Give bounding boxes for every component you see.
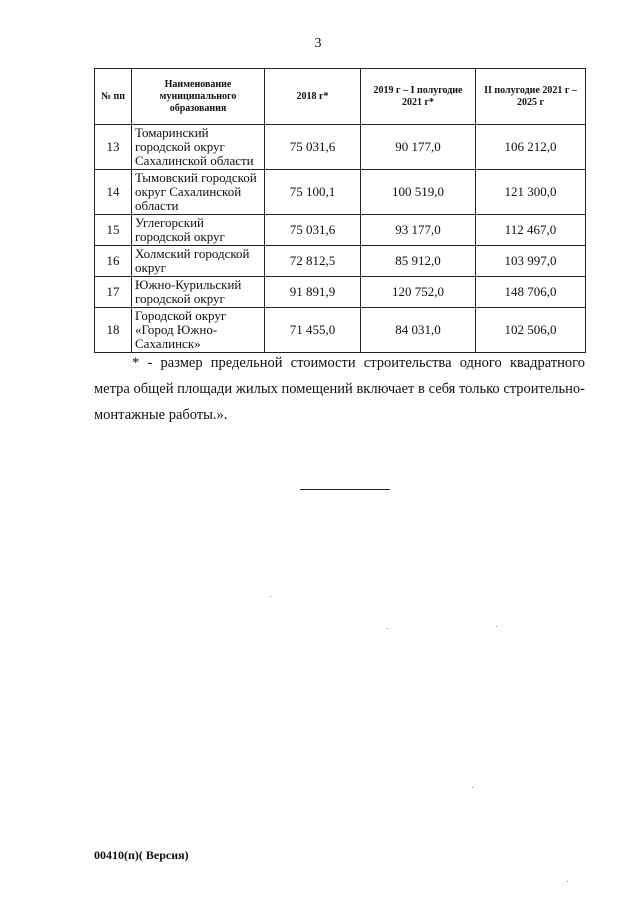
table-row: [95, 308, 586, 353]
scan-speck: [472, 787, 473, 788]
cost-table: [94, 68, 586, 353]
municipality-name: Городской округ «Город Южно-Сахалинск»: [132, 308, 265, 353]
value-2019-2021: 84 031,0: [361, 308, 476, 353]
header-number: № пп: [95, 69, 132, 125]
row-number: 17: [95, 277, 132, 308]
value-2019-2021: 85 912,0: [361, 246, 476, 277]
value-2018: 75 031,6: [265, 125, 361, 170]
value-2018: 91 891,9: [265, 277, 361, 308]
value-2018: 71 455,0: [265, 308, 361, 353]
value-2019-2021: 90 177,0: [361, 125, 476, 170]
value-2021-2025: 106 212,0: [476, 125, 586, 170]
row-number: 14: [95, 170, 132, 215]
value-2019-2021: 120 752,0: [361, 277, 476, 308]
value-2021-2025: 121 300,0: [476, 170, 586, 215]
document-code: 00410(п)( Версия): [94, 848, 189, 862]
value-2019-2021: 100 519,0: [361, 170, 476, 215]
row-number: 18: [95, 308, 132, 353]
scan-speck: [567, 881, 568, 882]
municipality-name: Углегорский городской округ: [132, 215, 265, 246]
value-2021-2025: 102 506,0: [476, 308, 586, 353]
table-row: [95, 215, 586, 246]
table-row: [95, 277, 586, 308]
value-2021-2025: 112 467,0: [476, 215, 586, 246]
row-number: 15: [95, 215, 132, 246]
table-header: [95, 69, 586, 125]
row-number: 13: [95, 125, 132, 170]
value-2021-2025: 148 706,0: [476, 277, 586, 308]
header-2018: 2018 г*: [265, 69, 361, 125]
footnote: * - размер предельной стоимости строительства одного квадратного метра общей площади жилых помещений включает в себя только строительно-монтажные работы.».: [94, 355, 585, 423]
scan-speck: [387, 628, 388, 629]
page-number: 3: [314, 36, 322, 51]
table-row: [95, 170, 586, 215]
table-row: [95, 125, 586, 170]
table-row: [95, 246, 586, 277]
value-2019-2021: 93 177,0: [361, 215, 476, 246]
header-2021-2025: II полугодие 2021 г – 2025 г: [476, 69, 586, 125]
header-2019-2021: 2019 г – I полугодие 2021 г*: [361, 69, 476, 125]
scan-speck: [496, 626, 497, 627]
value-2021-2025: 103 997,0: [476, 246, 586, 277]
municipality-name: Южно-Курильский городской округ: [132, 277, 265, 308]
value-2018: 75 100,1: [265, 170, 361, 215]
row-number: 16: [95, 246, 132, 277]
municipality-name: Томаринский городской округ Сахалинской области: [132, 125, 265, 170]
municipality-name: Тымовский городской округ Сахалинской области: [132, 170, 265, 215]
value-2018: 72 812,5: [265, 246, 361, 277]
separator-line: [300, 489, 390, 490]
municipality-name: Холмский городской округ: [132, 246, 265, 277]
scan-speck: [270, 596, 271, 597]
header-municipality: Наименование муниципального образования: [132, 69, 265, 125]
value-2018: 75 031,6: [265, 215, 361, 246]
